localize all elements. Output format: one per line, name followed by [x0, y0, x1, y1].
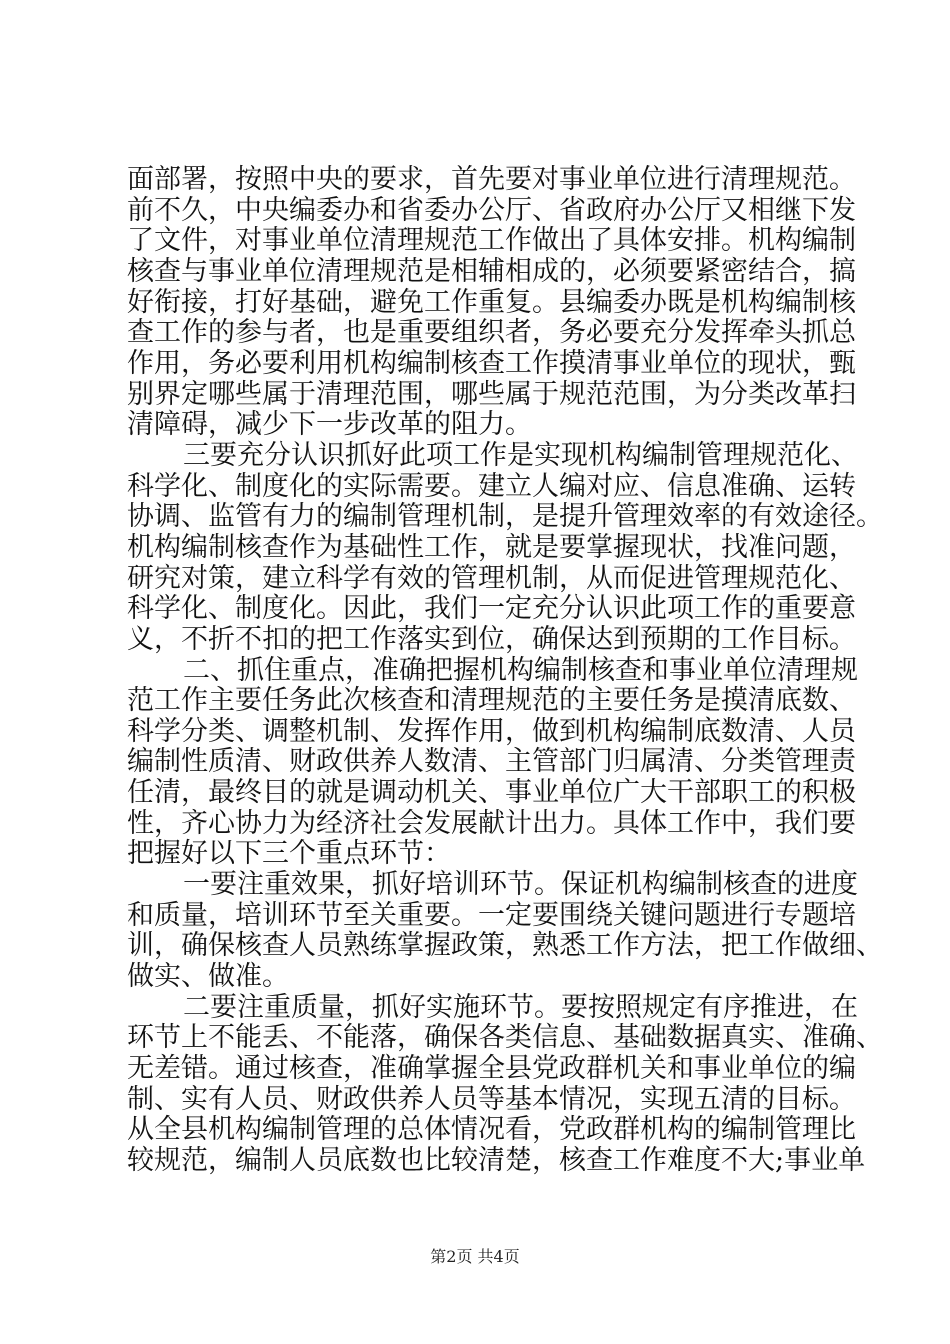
- text-line: 和质量，培训环节至关重要。一定要围绕关键问题进行专题培: [127, 899, 856, 931]
- text-line: 任清，最终目的就是调动机关、事业单位广大干部职工的积极: [127, 777, 856, 809]
- text-line: 面部署，按照中央的要求，首先要对事业单位进行清理规范。: [127, 164, 856, 195]
- text-line: 无差错。通过核查，准确掌握全县党政群机关和事业单位的编: [127, 1053, 856, 1085]
- text-line: 清障碍，减少下一步改革的阻力。: [127, 409, 532, 441]
- text-line: 把握好以下三个重点环节：: [127, 838, 451, 870]
- paragraph: [127, 991, 883, 1177]
- text-line: 了文件，对事业单位清理规范工作做出了具体安排。机构编制: [127, 225, 856, 257]
- paragraph: [127, 869, 883, 993]
- text-line: 环节上不能丢、不能落，确保各类信息、基础数据真实、准确、: [127, 1022, 883, 1054]
- document-body: [127, 164, 883, 1177]
- paragraph: [127, 164, 856, 441]
- paragraph: [127, 439, 883, 656]
- text-line: 科学化、制度化的实际需要。建立人编对应、信息准确、运转: [127, 470, 856, 502]
- text-line: 做实、做准。: [127, 961, 289, 993]
- text-line: 训，确保核查人员熟练掌握政策，熟悉工作方法，把工作做细、: [127, 930, 883, 962]
- text-line: 三要充分认识抓好此项工作是实现机构编制管理规范化、: [183, 439, 858, 471]
- text-line: 范工作主要任务此次核查和清理规范的主要任务是摸清底数、: [127, 685, 856, 717]
- text-line: 科学化、制度化。因此，我们一定充分认识此项工作的重要意: [127, 593, 856, 625]
- text-line: 义，不折不扣的把工作落实到位，确保达到预期的工作目标。: [127, 623, 856, 655]
- text-line: 二要注重质量，抓好实施环节。要按照规定有序推进，在: [183, 991, 858, 1023]
- text-line: 研究对策，建立科学有效的管理机制，从而促进管理规范化、: [127, 562, 856, 594]
- text-line: 查工作的参与者，也是重要组织者，务必要充分发挥牵头抓总: [127, 317, 856, 349]
- text-line: 二、抓住重点，准确把握机构编制核查和事业单位清理规: [183, 654, 858, 686]
- text-line: 协调、监管有力的编制管理机制，是提升管理效率的有效途径。: [127, 501, 883, 533]
- text-line: 前不久，中央编委办和省委办公厅、省政府办公厅又相继下发: [127, 194, 856, 226]
- page-footer: 第2页 共4页: [430, 1247, 520, 1266]
- text-line: 较规范，编制人员底数也比较清楚，核查工作难度不大;事业单: [127, 1145, 866, 1176]
- text-line: 科学分类、调整机制、发挥作用，做到机构编制底数清、人员: [127, 715, 856, 747]
- text-line: 作用，务必要利用机构编制核查工作摸清事业单位的现状，甄: [127, 347, 856, 379]
- text-line: 编制性质清、财政供养人数清、主管部门归属清、分类管理责: [127, 746, 856, 778]
- text-line: 好衔接，打好基础，避免工作重复。县编委办既是机构编制核: [127, 286, 856, 318]
- text-line: 制、实有人员、财政供养人员等基本情况，实现五清的目标。: [127, 1083, 856, 1115]
- text-line: 机构编制核查作为基础性工作，就是要掌握现状，找准问题，: [127, 531, 856, 563]
- text-line: 别界定哪些属于清理范围，哪些属于规范范围，为分类改革扫: [127, 378, 856, 410]
- text-line: 从全县机构编制管理的总体情况看，党政群机构的编制管理比: [127, 1114, 856, 1146]
- text-line: 性，齐心协力为经济社会发展献计出力。具体工作中，我们要: [127, 807, 856, 839]
- text-line: 核查与事业单位清理规范是相辅相成的，必须要紧密结合，搞: [127, 255, 856, 287]
- text-line: 一要注重效果，抓好培训环节。保证机构编制核查的进度: [183, 869, 858, 901]
- paragraph: [127, 654, 858, 871]
